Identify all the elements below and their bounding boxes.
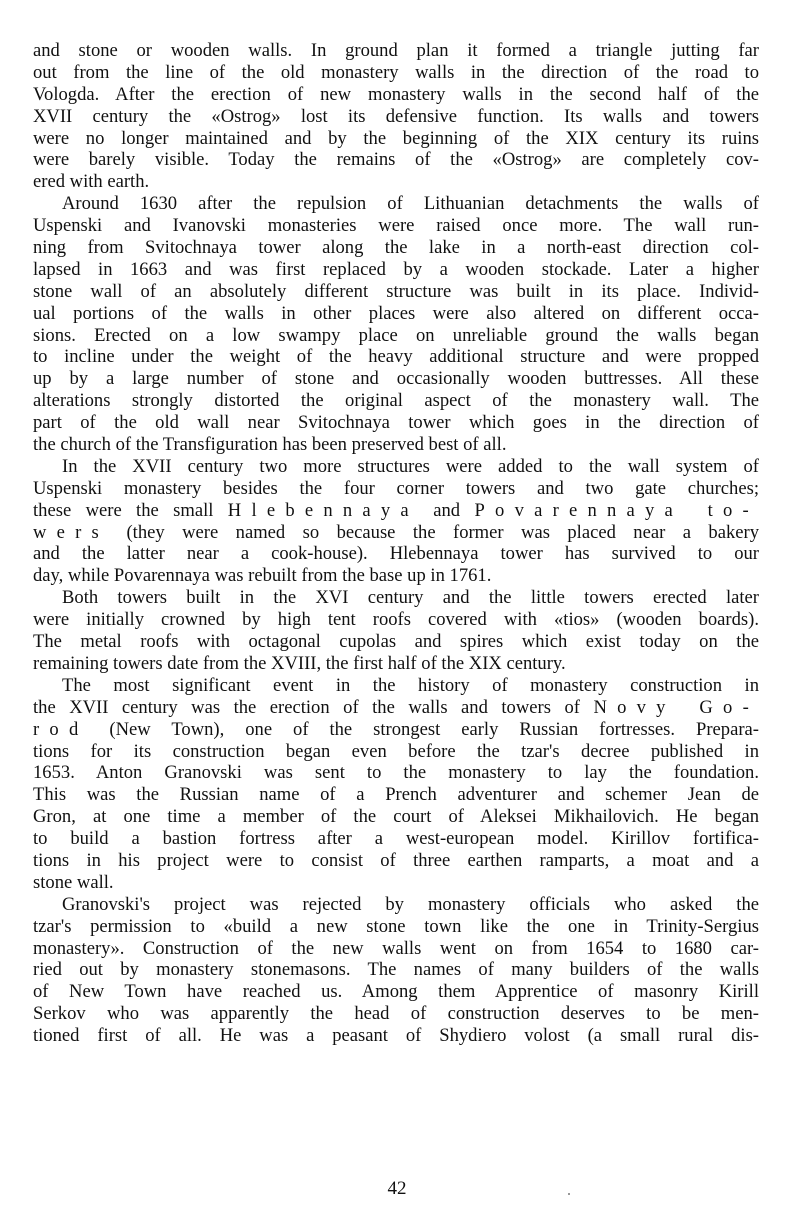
text-line: ning from Svitochnaya tower along the lake in a north-east direction col- bbox=[33, 237, 759, 259]
text-line: Uspenski and Ivanovski monasteries were raised once more. The wall run- bbox=[33, 215, 759, 237]
text-line: The metal roofs with octagonal cupolas and spires which exist today on the bbox=[33, 631, 759, 653]
spaced-emphasis: Povarennaya to- bbox=[474, 499, 759, 521]
text-line: Around 1630 after the repulsion of Lithuanian detachments the walls of bbox=[62, 193, 759, 215]
text-line: to incline under the weight of the heavy additional structure and were propped bbox=[33, 346, 759, 368]
text-line: day, while Povarennaya was rebuilt from the base up in 1761. bbox=[33, 565, 492, 587]
text-line: Uspenski monastery besides the four corner towers and two gate churches; bbox=[33, 477, 759, 499]
text-line bbox=[33, 500, 759, 522]
text-line: monastery». Construction of the new walls went on from 1654 to 1680 car- bbox=[33, 937, 759, 959]
text-line bbox=[33, 522, 759, 544]
text-line bbox=[33, 697, 759, 719]
text-line: stone wall of an absolutely different structure was built in its place. Individ- bbox=[33, 280, 759, 302]
spaced-emphasis: rod bbox=[33, 718, 89, 740]
text-line: and the latter near a cook-house). Hlebennaya tower has survived to our bbox=[33, 543, 759, 565]
text-line: were barely visible. Today the remains of the «Ostrog» are completely cov- bbox=[33, 149, 759, 171]
text-line: Vologda. After the erection of new monastery walls in the second half of the bbox=[33, 83, 759, 105]
text-line: ered with earth. bbox=[33, 171, 150, 193]
text-span: the XVII century was the erection of the walls and towers of bbox=[33, 696, 594, 718]
text-line: XVII century the «Ostrog» lost its defensive function. Its walls and towers bbox=[33, 105, 759, 127]
text-span: (they were named so because the former was placed near a bakery bbox=[109, 521, 759, 543]
text-line bbox=[33, 719, 759, 741]
text-line: alterations strongly distorted the original aspect of the monastery wall. The bbox=[33, 390, 759, 412]
text-line: up by a large number of stone and occasionally wooden buttresses. All these bbox=[33, 368, 759, 390]
text-line: sions. Erected on a low swampy place on unreliable ground the walls began bbox=[33, 324, 759, 346]
text-line: This was the Russian name of a Prench adventurer and schemer Jean de bbox=[33, 784, 759, 806]
text-line: of New Town have reached us. Among them Apprentice of masonry Kirill bbox=[33, 981, 759, 1003]
page-number: 42 bbox=[387, 1178, 407, 1199]
text-line: stone wall. bbox=[33, 871, 114, 893]
text-line: ried out by monastery stonemasons. The names of many builders of the walls bbox=[33, 959, 759, 981]
text-span: these were the small bbox=[33, 499, 228, 521]
text-line: tzar's permission to «build a new stone town like the one in Trinity-Sergius bbox=[33, 915, 759, 937]
spaced-emphasis: Novy Go- bbox=[593, 696, 759, 718]
text-line: were no longer maintained and by the beginning of the XIX century its ruins bbox=[33, 127, 759, 149]
document-body bbox=[33, 40, 759, 1047]
text-span: and bbox=[418, 499, 475, 521]
text-line: Granovski's project was rejected by monastery officials who asked the bbox=[62, 893, 759, 915]
text-line: tions in his project were to consist of three earthen ramparts, a moat and a bbox=[33, 849, 759, 871]
text-line: tioned first of all. He was a peasant of Shydiero volost (a small rural dis- bbox=[33, 1025, 759, 1047]
spaced-emphasis: Hlebennaya bbox=[227, 499, 419, 521]
text-line: ual portions of the walls in other places were also altered on different occa- bbox=[33, 302, 759, 324]
text-line: remaining towers date from the XVIII, the first half of the XIX century. bbox=[33, 652, 566, 674]
text-line: In the XVII century two more structures were added to the wall system of bbox=[62, 455, 759, 477]
text-line: and stone or wooden walls. In ground plan it formed a triangle jutting far bbox=[33, 40, 759, 61]
text-line: the church of the Transfiguration has been preserved best of all. bbox=[33, 434, 507, 456]
text-line: Serkov who was apparently the head of construction deserves to be men- bbox=[33, 1003, 759, 1025]
text-span: (New Town), one of the strongest early Russian fortresses. Prepara- bbox=[88, 718, 759, 740]
text-line: 1653. Anton Granovski was sent to the monastery to lay the foundation. bbox=[33, 762, 759, 784]
text-line: to build a bastion fortress after a west-european model. Kirillov fortifica- bbox=[33, 828, 759, 850]
text-line: Gron, at one time a member of the court of Aleksei Mikhailovich. He began bbox=[33, 806, 759, 828]
spaced-emphasis: wers bbox=[33, 521, 110, 543]
text-line: tions for its construction began even before the tzar's decree published in bbox=[33, 740, 759, 762]
text-line: out from the line of the old monastery walls in the direction of the road to bbox=[33, 61, 759, 83]
text-line: lapsed in 1663 and was first replaced by a wooden stockade. Later a higher bbox=[33, 258, 759, 280]
scan-speck bbox=[568, 1193, 570, 1195]
text-line: part of the old wall near Svitochnaya tower which goes in the direction of bbox=[33, 412, 759, 434]
text-line: Both towers built in the XVI century and the little towers erected later bbox=[62, 587, 759, 609]
text-line: were initially crowned by high tent roofs covered with «tios» (wooden boards). bbox=[33, 609, 759, 631]
text-line: The most significant event in the history of monastery construction in bbox=[62, 674, 759, 696]
